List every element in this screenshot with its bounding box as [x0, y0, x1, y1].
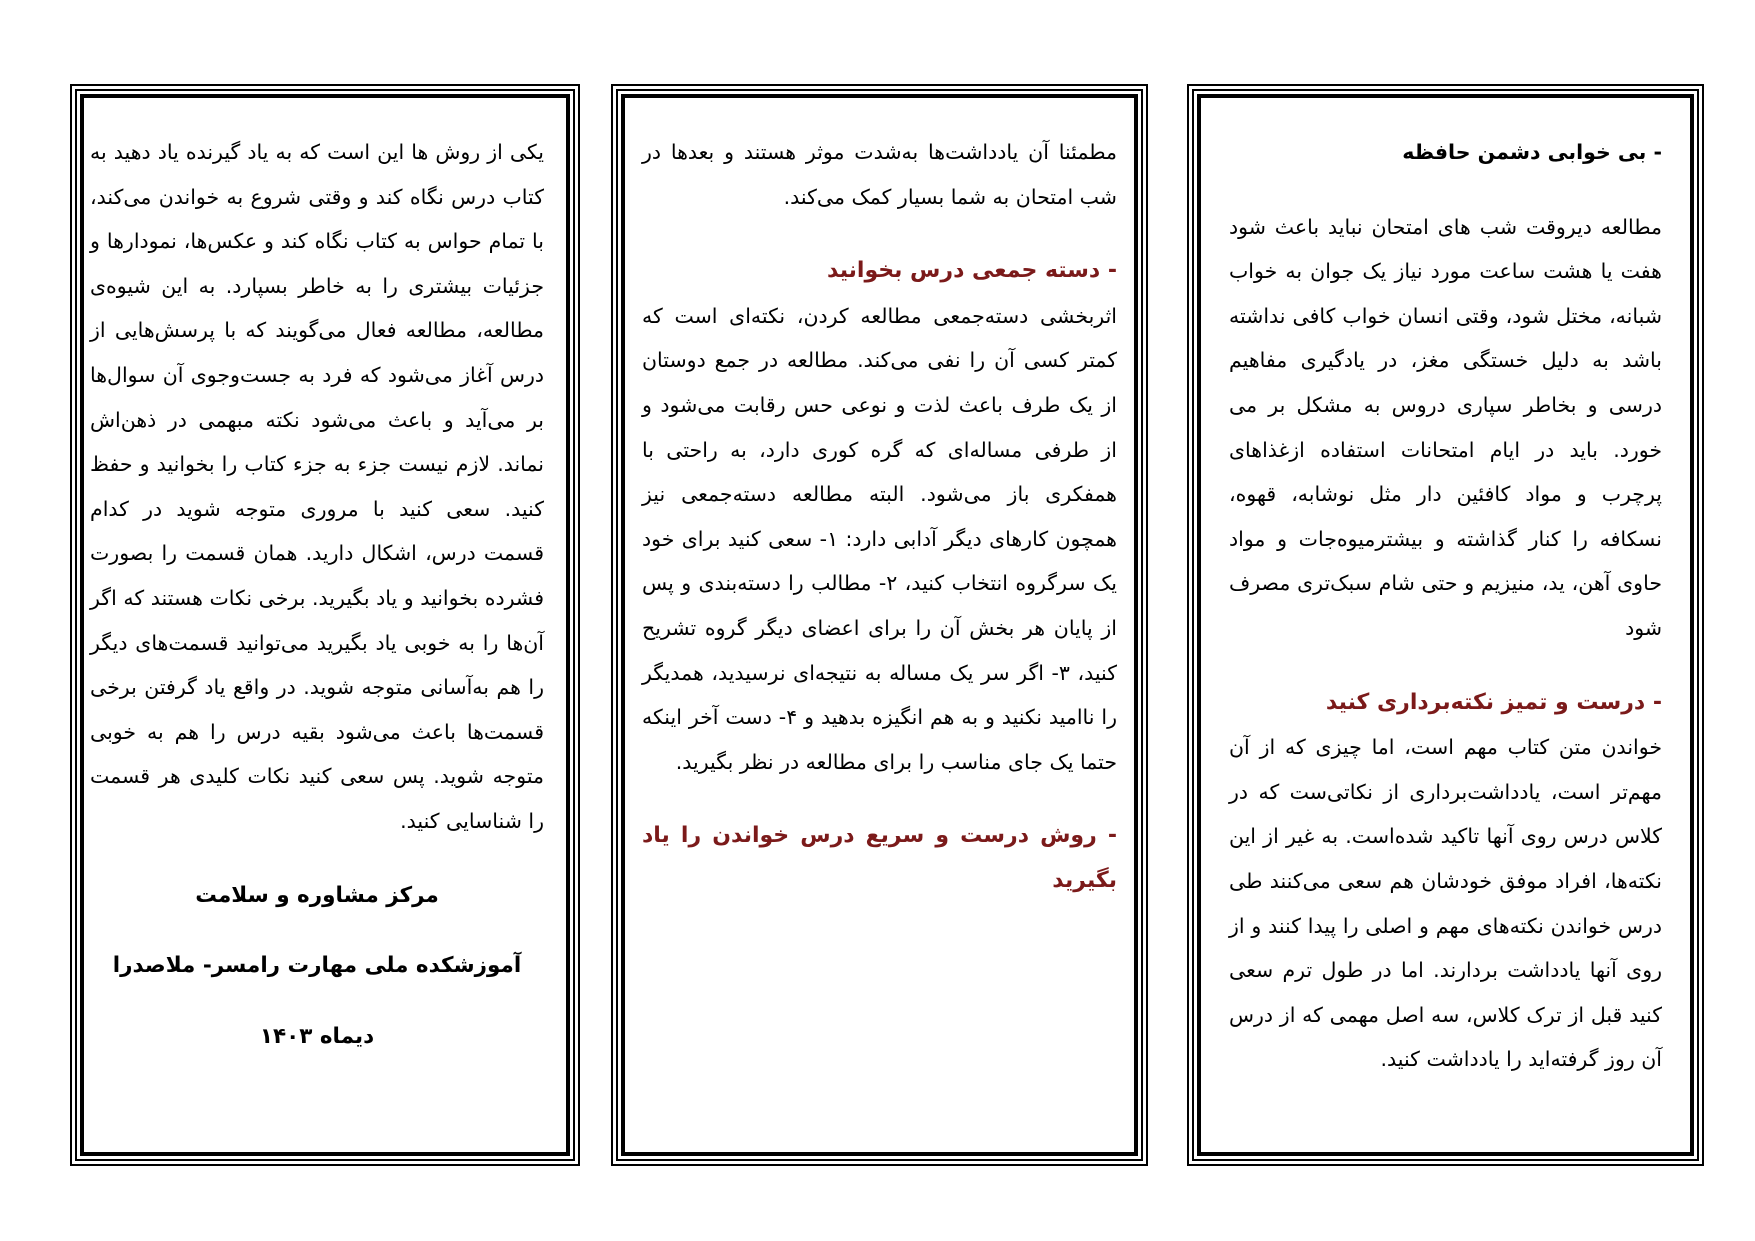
sleep-memory-heading: - بی خوابی دشمن حافظه	[1402, 140, 1662, 164]
middle-panel-frame-inner	[621, 94, 1138, 1156]
right-panel-content	[1229, 130, 1662, 1082]
right-panel-frame-inner	[1197, 94, 1694, 1156]
footer-institute-name: آموزشکده ملی مهارت رامسر- ملاصدرا	[112, 953, 522, 979]
middle-panel	[611, 84, 1148, 1166]
spacer	[1229, 651, 1662, 681]
spacer	[90, 918, 544, 944]
spacer	[90, 989, 544, 1015]
left-panel-content	[90, 130, 544, 1059]
spacer	[642, 784, 1117, 814]
right-panel-frame-outer	[1192, 89, 1699, 1161]
left-panel-frame-outer	[75, 89, 575, 1161]
notes-effect-paragraph: مطمئنا آن یادداشت‌ها به‌شدت موثر هستند و بعدها در شب امتحان به شما بسیار کمک می‌کند.	[642, 140, 1117, 209]
spacer	[642, 219, 1117, 249]
sleep-memory-paragraph: مطالعه دیروقت شب های امتحان نباید باعث شود هفت یا هشت ساعت مورد نیاز یک جوان به خواب شبانه، مختل شود، وقتی انسان خواب کافی نداشته باشد به دلیل خستگی مغز، در یادگیری مفاهیم درسی و بخاطر سپاری دروس به مشکل بر می خورد. باید در ایام امتحانات استفاده ازغذاهای پرچرب و مواد کافئین دار مثل نوشابه، قهوه، نسکافه را کنار گذاشته و بیشترمیوه‌جات و مواد حاوی آهن، ید، منیزیم و حتی شام سبک‌تری مصرف شود	[1229, 214, 1662, 640]
group-study-paragraph: اثربخشی دسته‌جمعی مطالعه کردن، نکته‌ای است که کمتر کسی آن را نفی می‌کند. مطالعه در جمع دوستان از یک طرف باعث لذت و نوعی حس رقابت می‌شود و از طرفی مساله‌ای که گره کوری دارد، به راحتی با همفکری باز می‌شود. البته مطالعه دسته‌جمعی نیز همچون کارهای دیگر آدابی دارد: ۱- سعی کنید برای خود یک سرگروه انتخاب کنید، ۲- مطالب را دسته‌بندی و پس از پایان هر بخش آن را برای اعضای دیگر گروه تشریح کنید، ۳- اگر سر یک مساله به نتیجه‌ای نرسیدید، همدیگر را ناامید نکنید و به هم انگیزه بدهید و ۴- دست آخر اینکه حتما یک جای مناسب را برای مطالعه در نظر بگیرید.	[642, 303, 1118, 774]
middle-panel-frame-outer	[616, 89, 1143, 1161]
footer-center-name: مرکز مشاوره و سلامت	[195, 882, 439, 908]
study-method-heading: - روش درست و سریع درس خواندن را یاد بگیرید	[642, 823, 1117, 893]
right-panel	[1187, 84, 1704, 1166]
left-panel	[70, 84, 580, 1166]
group-study-heading: - دسته جمعی درس بخوانید	[826, 258, 1117, 284]
active-study-paragraph: یکی از روش ها این است که به یاد گیرنده یاد دهید به کتاب درس نگاه کند و وقتی شروع به خواندن می‌کند، با تمام حواس به کتاب نگاه کند و عکس‌ها، نمودارها و جزئیات بیشتری را به خاطر بسپارد. به این شیوه‌ی مطالعه، مطالعه فعال می‌گویند که با پرسش‌هایی از درس آغاز می‌شود که فرد به جست‌وجوی آن سوال‌ها بر می‌آید و باعث می‌شود نکته مبهمی در ذهن‌اش نماند. لازم نیست جزء به جزء کتاب را بخوانید و حفظ کنید. سعی کنید با مروری متوجه شوید در کدام قسمت درس، اشکال دارید. همان قسمت را بصورت فشرده بخوانید و یاد بگیرید. برخی نکات هستند که اگر آن‌ها را به خوبی یاد بگیرید می‌توانید قسمت‌های دیگر را هم به‌آسانی متوجه شوید. در واقع یاد گرفتن برخی قسمت‌ها باعث می‌شود بقیه درس را هم به خوبی متوجه شوید. پس سعی کنید نکات کلیدی هر قسمت را شناسایی کنید.	[90, 140, 544, 833]
middle-panel-content	[642, 130, 1117, 904]
note-taking-heading: - درست و تمیز نکته‌برداری کنید	[1325, 689, 1662, 715]
spacer	[90, 844, 544, 874]
spacer	[1229, 175, 1662, 205]
note-taking-paragraph: خواندن متن کتاب مهم است، اما چیزی که از آن مهم‌تر است، یادداشت‌برداری از نکاتی‌ست که در کلاس درس روی آنها تاکید شده‌است. به غیر از این نکته‌ها، افراد موفق خودشان هم سعی می‌کنند طی درس خواندن نکته‌های مهم و اصلی را پیدا کنند و از روی آنها یادداشت بردارند. اما در طول ترم سعی کنید قبل از ترک کلاس، سه اصل مهمی که از درس آن روز گرفته‌اید را یادداشت کنید.	[1229, 735, 1662, 1072]
footer-date: دیماه ۱۴۰۳	[259, 1023, 375, 1049]
left-panel-frame-inner	[80, 94, 570, 1156]
